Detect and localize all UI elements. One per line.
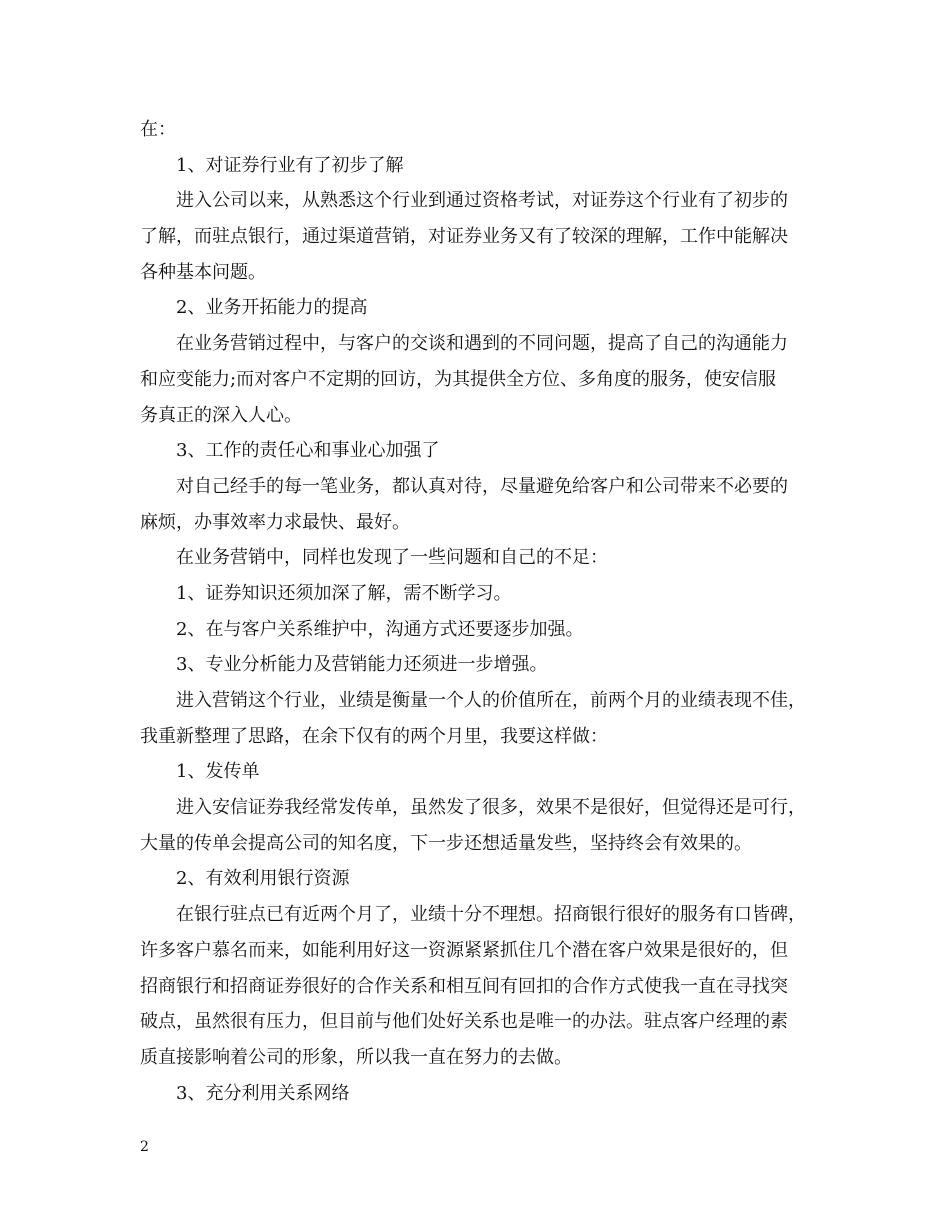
text-line: 大量的传单会提高公司的知名度，下一步还想适量发些，坚持终会有效果的。 (140, 832, 752, 854)
text-line: 对自己经手的每一笔业务，都认真对待，尽量避免给客户和公司带来不必要的 (176, 475, 788, 497)
text-line: 在银行驻点已有近两个月了，业绩十分不理想。招商银行很好的服务有口皆碑， (176, 904, 806, 926)
text-line: 3、充分利用关系网络 (176, 1082, 350, 1104)
text-line: 务真正的深入人心。 (140, 404, 302, 426)
text-line: 质直接影响着公司的形象，所以我一直在努力的去做。 (140, 1046, 572, 1068)
text-line: 3、工作的责任心和事业心加强了 (176, 440, 440, 462)
text-line: 2、在与客户关系维护中，沟通方式还要逐步加强。 (176, 618, 584, 640)
text-line: 进入公司以来，从熟悉这个行业到通过资格考试，对证券这个行业有了初步的 (176, 190, 788, 212)
text-line: 进入安信证券我经常发传单，虽然发了很多，效果不是很好，但觉得还是可行， (176, 797, 806, 819)
text-line: 1、对证券行业有了初步了解 (176, 154, 404, 176)
text-line: 在业务营销中，同样也发现了一些问题和自己的不足： (176, 547, 608, 569)
text-line: 2、业务开拓能力的提高 (176, 297, 368, 319)
text-line: 许多客户慕名而来，如能利用好这一资源紧紧抓住几个潜在客户效果是很好的，但 (140, 939, 788, 961)
text-line: 我重新整理了思路，在余下仅有的两个月里，我要这样做： (140, 725, 608, 747)
text-line: 1、证券知识还须加深了解，需不断学习。 (176, 582, 512, 604)
text-line: 了解，而驻点银行，通过渠道营销，对证券业务又有了较深的理解，工作中能解决 (140, 226, 788, 248)
text-line: 招商银行和招商证券很好的合作关系和相互间有回扣的合作方式使我一直在寻找突 (140, 975, 788, 997)
text-line: 在： (140, 119, 176, 140)
text-line: 3、专业分析能力及营销能力还须进一步增强。 (176, 654, 548, 676)
text-line: 在业务营销过程中，与客户的交谈和遇到的不同问题，提高了自己的沟通能力 (176, 333, 788, 355)
text-line: 和应变能力;而对客户不定期的回访，为其提供全方位、多角度的服务，使安信服 (140, 368, 777, 390)
text-line: 各种基本问题。 (140, 261, 266, 283)
page-number: 2 (140, 1139, 149, 1155)
document-body (140, 112, 840, 1111)
text-line: 麻烦，办事效率力求最快、最好。 (140, 511, 410, 533)
text-line: 2、有效利用银行资源 (176, 868, 350, 890)
text-line: 进入营销这个行业，业绩是衡量一个人的价值所在，前两个月的业绩表现不佳， (176, 690, 806, 711)
text-line: 破点，虽然很有压力，但目前与他们处好关系也是唯一的办法。驻点客户经理的素 (140, 1011, 788, 1033)
text-line: 1、发传单 (176, 761, 260, 783)
